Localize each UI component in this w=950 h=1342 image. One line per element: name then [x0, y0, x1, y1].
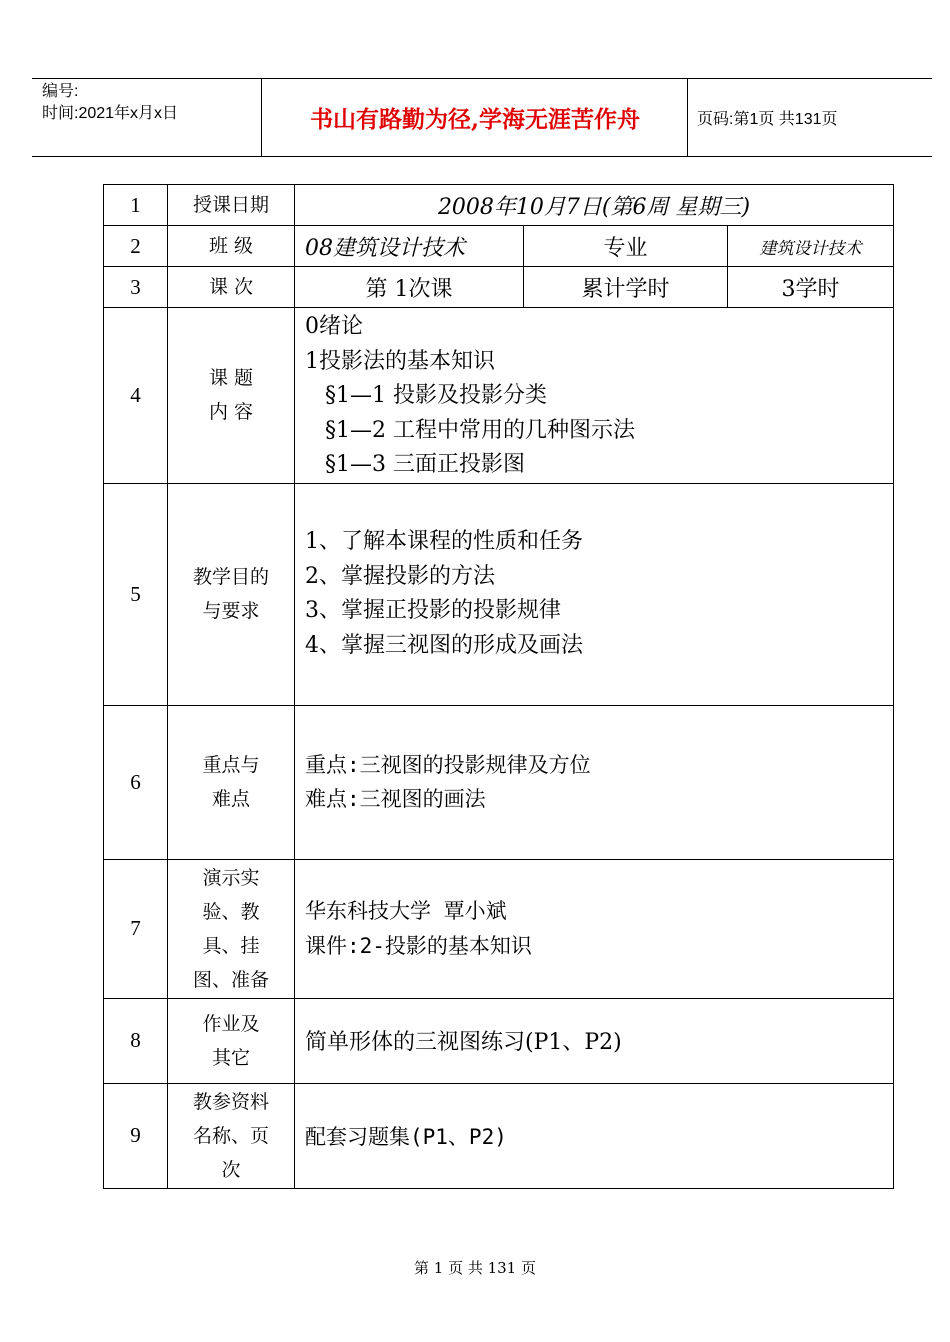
major-value: 建筑设计技术: [728, 226, 894, 267]
table-row: [104, 998, 894, 1083]
label-line: 教学目的: [192, 566, 269, 588]
row-number: 7: [104, 859, 168, 998]
label-line: 具、挂: [202, 934, 260, 957]
table-row: [104, 483, 894, 705]
cumulative-hours-label: 累计学时: [524, 267, 728, 308]
table-row: [104, 1083, 894, 1188]
row-number: 4: [104, 308, 168, 484]
lesson-number: 第 1次课: [295, 267, 524, 308]
time-label: 时间:2021年x月x日: [42, 105, 179, 122]
table-row: [104, 226, 894, 267]
row-number: 5: [104, 483, 168, 705]
label-line: 其它: [211, 1046, 250, 1069]
code-label: 编号:: [42, 83, 79, 100]
label-line: 教参资料: [192, 1090, 269, 1113]
list-item: §1—1 投影及投影分类: [325, 383, 547, 408]
page-footer: 第 1 页 共 131 页: [413, 1259, 536, 1277]
header-page-info: 页码:第1页 共131页: [697, 111, 838, 128]
label-line: 名称、页: [192, 1124, 269, 1147]
lesson-plan-table: [103, 184, 894, 1189]
row-number: 9: [104, 1083, 168, 1188]
list-item: 3、掌握正投影的投影规律: [305, 598, 561, 623]
list-item: 难点:三视图的画法: [305, 787, 486, 811]
list-item: 1、了解本课程的性质和任务: [305, 529, 583, 554]
header-motto: 书山有路勤为径,学海无涯苦作舟: [309, 106, 640, 133]
table-row: [104, 308, 894, 484]
label-line: 图、准备: [192, 968, 269, 991]
list-item: 2、掌握投影的方法: [305, 563, 495, 589]
row-label: [168, 1083, 295, 1188]
label-line: 次: [221, 1158, 241, 1181]
label-line: 内 容: [208, 401, 254, 424]
page-header: [32, 78, 932, 157]
row-number: 2: [104, 226, 168, 267]
list-item: §1—3 三面正投影图: [325, 452, 525, 477]
materials: [295, 859, 894, 998]
label-line: 重点与: [202, 754, 260, 776]
row-label: 班 级: [168, 226, 295, 267]
row-number: 1: [104, 185, 168, 226]
label-line: 与要求: [202, 600, 260, 622]
table-row: [104, 705, 894, 859]
doc-meta: [42, 81, 178, 125]
list-item: 1投影法的基本知识: [305, 348, 495, 374]
list-item: 4、掌握三视图的形成及画法: [305, 632, 583, 658]
label-line: 验、教: [202, 900, 260, 923]
row-label: [168, 705, 295, 859]
list-item: 0绪论: [305, 314, 363, 339]
label-line: 演示实: [202, 866, 260, 889]
row-label: [168, 998, 295, 1083]
lesson-date: 2008年10月7日(第6周 星期三): [295, 185, 894, 226]
label-line: 难点: [211, 788, 250, 810]
row-label: [168, 308, 295, 484]
list-item: 重点:三视图的投影规律及方位: [305, 752, 591, 777]
list-item: §1—2 工程中常用的几种图示法: [325, 417, 635, 443]
label-line: 作业及: [202, 1012, 260, 1035]
row-number: 3: [104, 267, 168, 308]
header-divider: [687, 79, 688, 156]
key-points: [295, 705, 894, 859]
row-label: 授课日期: [168, 185, 295, 226]
hours-value: 3学时: [728, 267, 894, 308]
class-name: 08建筑设计技术: [295, 226, 524, 267]
list-item: 课件:2-投影的基本知识: [305, 933, 532, 958]
table-row: [104, 267, 894, 308]
table-row: [104, 185, 894, 226]
label-line: 课 题: [208, 367, 254, 390]
row-number: 8: [104, 998, 168, 1083]
table-row: [104, 859, 894, 998]
homework: 简单形体的三视图练习(P1、P2): [295, 998, 894, 1083]
major-label: 专业: [524, 226, 728, 267]
list-item: 华东科技大学 覃小斌: [305, 899, 507, 923]
topic-list: [295, 308, 894, 484]
row-label: 课 次: [168, 267, 295, 308]
objectives-list: [295, 483, 894, 705]
references: 配套习题集(P1、P2): [295, 1083, 894, 1188]
row-number: 6: [104, 705, 168, 859]
row-label: [168, 859, 295, 998]
row-label: [168, 483, 295, 705]
